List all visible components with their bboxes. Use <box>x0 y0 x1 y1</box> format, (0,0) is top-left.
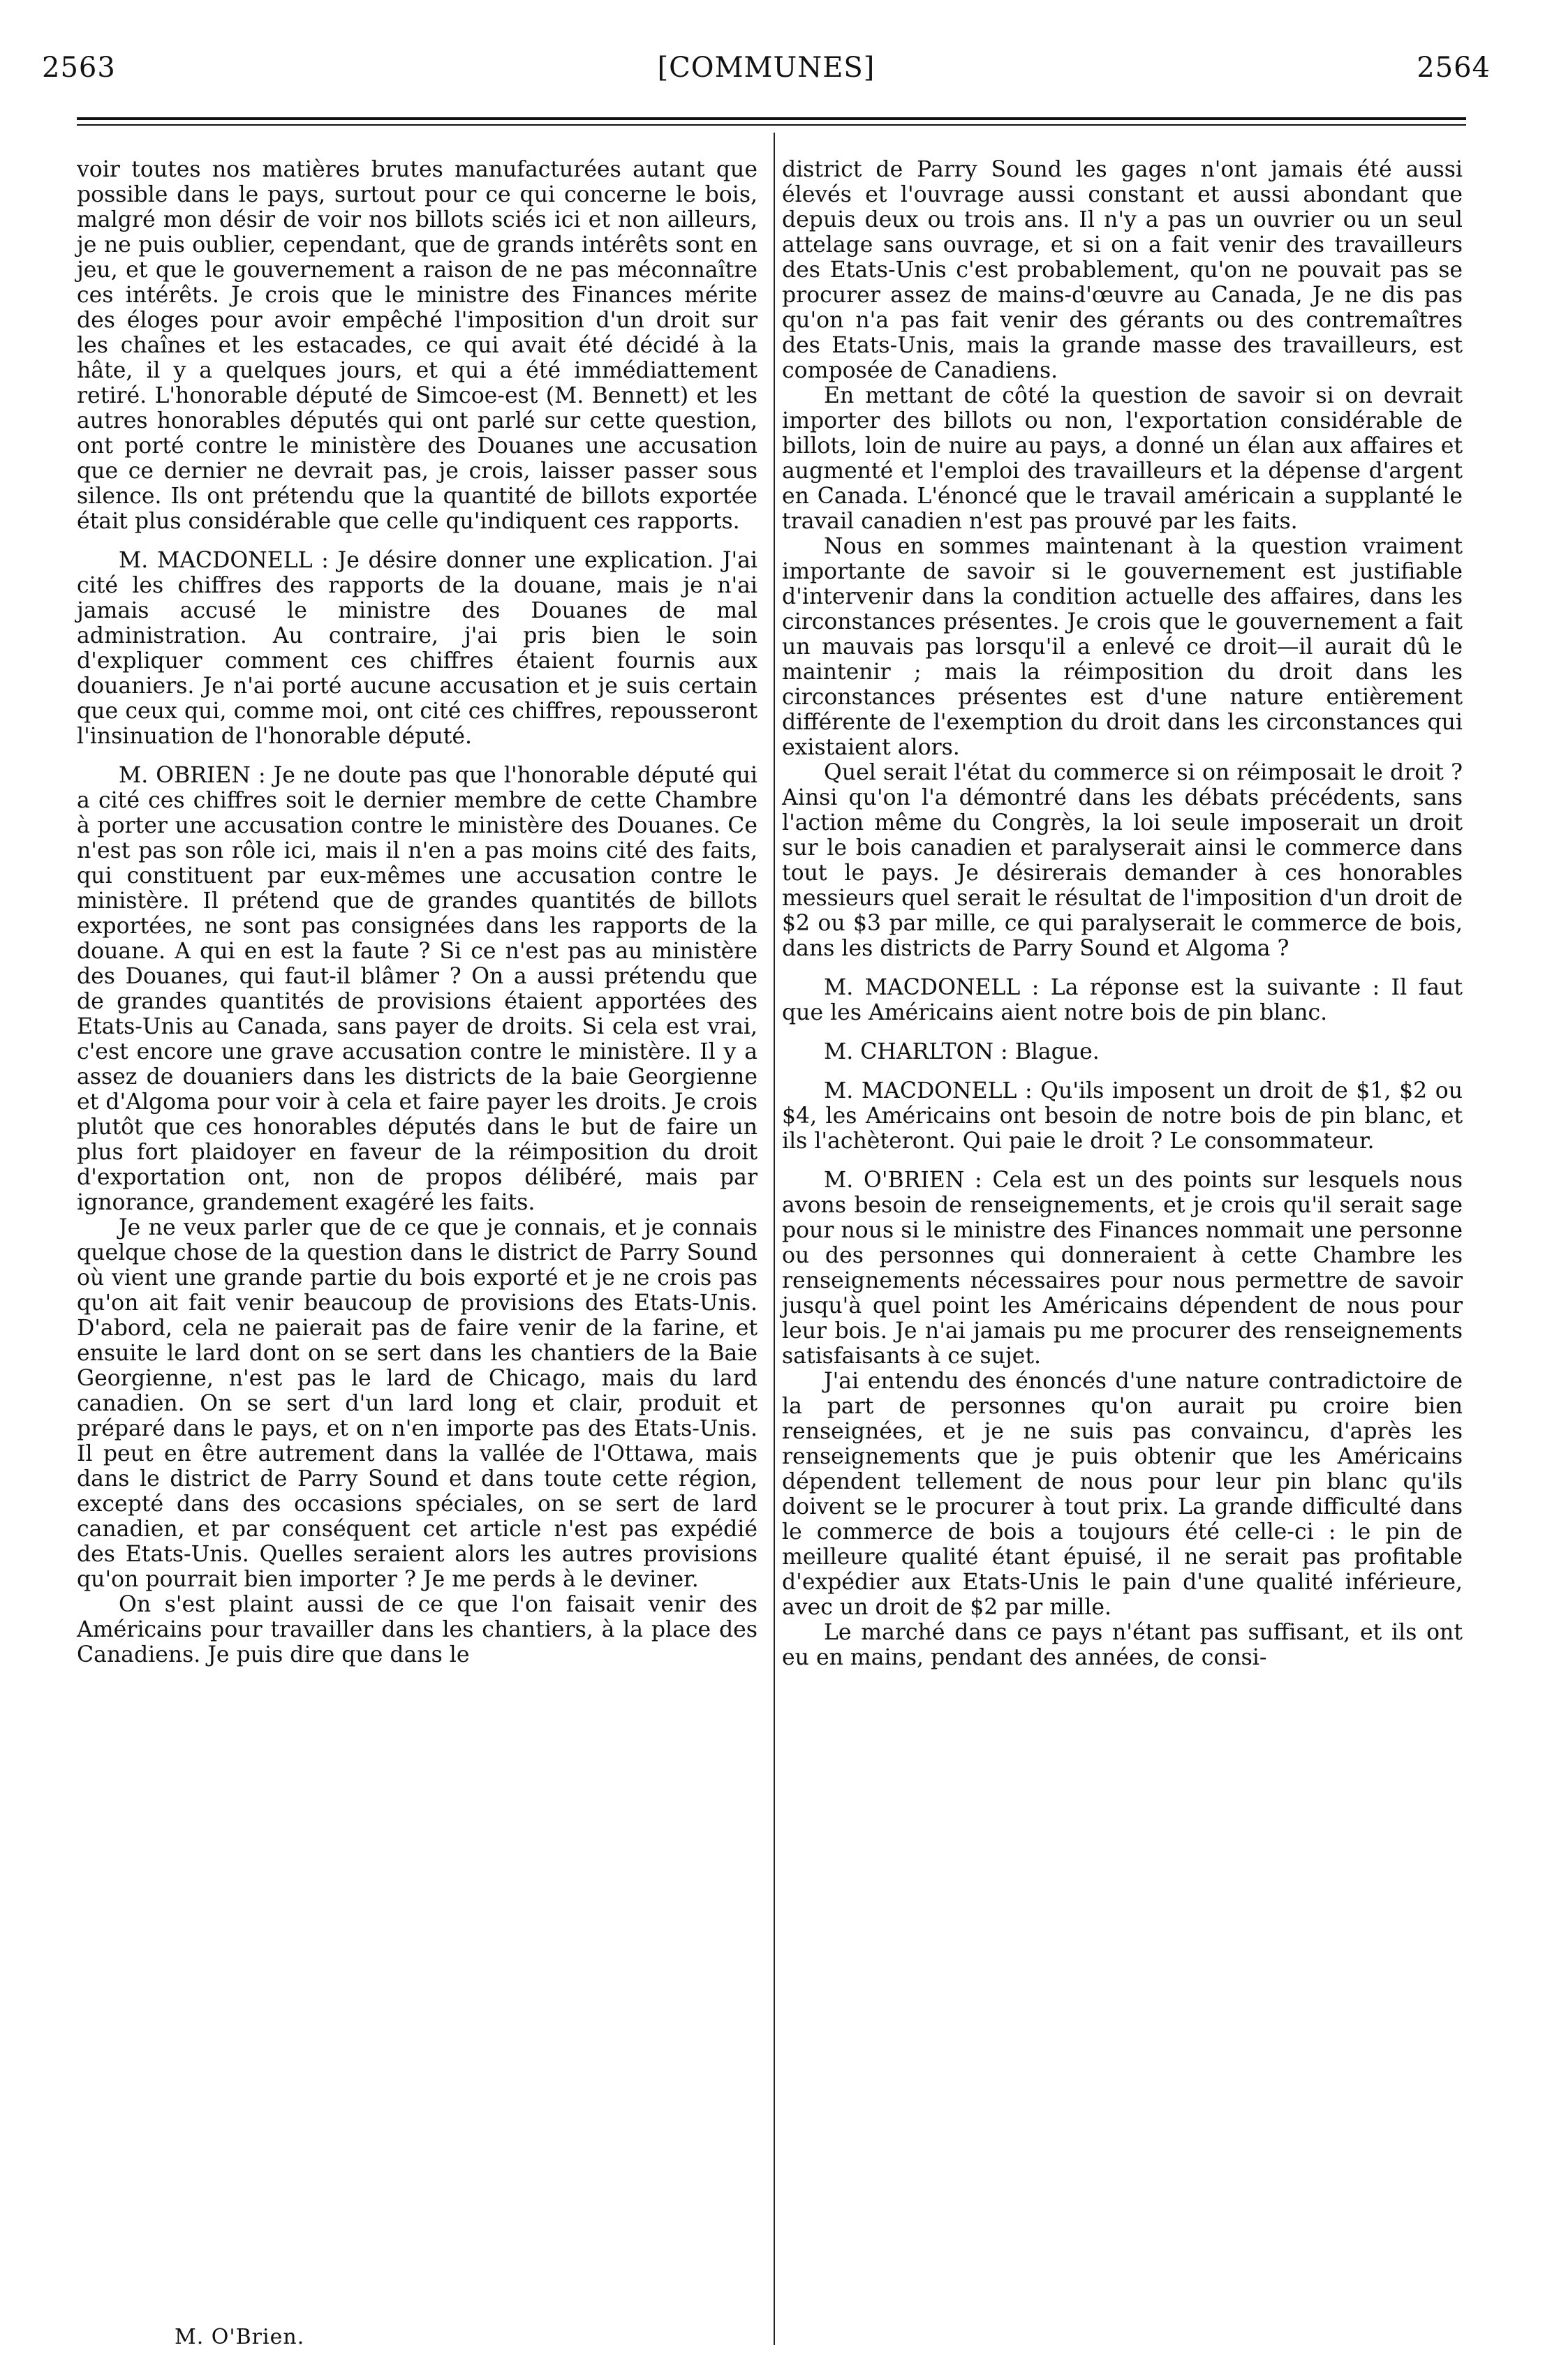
column-separator <box>774 133 775 2345</box>
paragraph: On s'est plaint aussi de ce que l'on faisait venir des Américains pour travailler dans les chantiers, à la place des Canadiens. Je puis dire que dans le <box>77 1592 757 1667</box>
paragraph: Nous en sommes maintenant à la question vraiment importante de savoir si le gouvernement est justifiable d'intervenir dans la condition actuelle des affaires, dans les circonstances présentes. Je crois que le gouvernement a fait un mauvais pas lorsqu'il a enlevé ce droit—il aurait dû le maintenir ; mais la réimposition du droit dans les circonstances présentes est d'une nature entièrement différente de l'exemption du droit dans les circonstances qui existaient alors. <box>782 534 1463 760</box>
speech-obrien: M. OBRIEN : Je ne doute pas que l'honorable député qui a cité ces chiffres soit le dernier membre de cette Chambre à porter une accusation contre le ministère des Douanes. Ce n'est pas son rôle ici, mais il n'en a pas moins cité des faits, qui constituent par eux-mêmes une accusation contre le ministère. Il prétend que de grandes quantités de billots exportées, ne sont pas consignées dans les rapports de la douane. A qui en est la faute ? Si ce n'est pas au ministère des Douanes, qui faut-il blâmer ? On a aussi prétendu que de grandes quantités de provisions étaient apportées des Etats-Unis au Canada, sans payer de droits. Si cela est vrai, c'est encore une grave accusation contre le ministère. Il y a assez de douaniers dans les districts de la baie Georgienne et d'Algoma pour voir à cela et faire payer les droits. Je crois plutôt que ces honorables députés dans le but de faire un plus fort plaidoyer en faveur de la réimposition du droit d'exportation ont, non de propos délibéré, mais par ignorance, grandement exagéré les faits. <box>77 763 757 1215</box>
page-header <box>42 52 1491 94</box>
paragraph: district de Parry Sound les gages n'ont jamais été aussi élevés et l'ouvrage aussi constant et aussi abondant que depuis deux ou trois ans. Il n'y a pas un ouvrier ou un seul attelage sans ouvrage, et si on a fait venir des travailleurs des Etats-Unis c'est probablement, qu'on ne pouvait pas se procurer assez de mains-d'œuvre au Canada, Je ne dis pas qu'on n'a pas fait venir des gérants ou des contremaîtres des Etats-Unis, mais la grande masse des travailleurs, est composée de Canadiens. <box>782 157 1463 383</box>
speech-obrien: M. O'BRIEN : Cela est un des points sur lesquels nous avons besoin de renseignements, et je crois qu'il serait sage pour nous si le ministre des Finances nommait une personne ou des personnes qui donneraient à cette Chambre les renseignements nécessaires pour nous permettre de savoir jusqu'à quel point les Américains dépendent de nous pour leur bois. Je n'ai jamais pu me procurer des renseignements satisfaisants à ce sujet. <box>782 1168 1463 1369</box>
speech-charlton: M. CHARLTON : Blague. <box>824 1039 1100 1064</box>
paragraph: Le marché dans ce pays n'étant pas suffisant, et ils ont eu en mains, pendant des années, de consi- <box>782 1620 1463 1670</box>
speech-macdonell: M. MACDONELL : Je désire donner une explication. J'ai cité les chiffres des rapports de la douane, mais je n'ai jamais accusé le ministre des Douanes de mal administration. Au contraire, j'ai pris bien le soin d'expliquer comment ces chiffres étaient fournis aux douaniers. Je n'ai porté aucune accusation et je suis certain que ceux qui, comme moi, ont cité ces chiffres, repousseront l'insinuation de l'honorable député. <box>77 548 757 749</box>
right-column <box>782 157 1463 1670</box>
footer-speaker: M. O'Brien. <box>175 2325 305 2349</box>
paragraph: voir toutes nos matières brutes manufacturées autant que possible dans le pays, surtout pour ce qui concerne le bois, malgré mon désir de voir nos billots sciés ici et non ailleurs, je ne puis oublier, cependant, que de grands intérêts sont en jeu, et que le gouvernement a raison de ne pas méconnaître ces intérêts. Je crois que le ministre des Finances mérite des éloges pour avoir empêché l'imposition d'un droit sur les chaînes et les estacades, ce qui avait été décidé à la hâte, il y a quelques jours, et qui a été immédiattement retiré. L'honorable député de Simcoe-est (M. Bennett) et les autres honorables députés qui ont parlé sur cette question, ont porté contre le ministère des Douanes une accusation que ce dernier ne devrait pas, je crois, laisser passer sous silence. Ils ont prétendu que la quantité de billots exportée était plus considérable que celle qu'indiquent ces rapports. <box>77 157 757 534</box>
paragraph: J'ai entendu des énoncés d'une nature contradictoire de la part de personnes qu'on aurait pu croire bien renseignées, et je ne suis pas convaincu, d'après les renseignements que je puis obtenir que les Américains dépendent tellement de nous pour leur pin blanc qu'ils doivent se le procurer à tout prix. La grande difficulté dans le commerce de bois a toujours été celle-ci : le pin de meilleure qualité étant épuisé, il ne serait pas profitable d'expédier aux Etats-Unis le pain d'une qualité inférieure, avec un droit de $2 par mille. <box>782 1369 1463 1620</box>
speech-macdonell: M. MACDONELL : Qu'ils imposent un droit de $1, $2 ou $4, les Américains ont besoin de notre bois de pin blanc, et ils l'achèteront. Qui paie le droit ? Le consommateur. <box>782 1078 1463 1154</box>
paragraph: Quel serait l'état du commerce si on réimposait le droit ? Ainsi qu'on l'a démontré dans les débats précédents, sans l'action même du Congrès, la loi seule imposerait un droit sur le bois canadien et paralyserait ainsi le commerce dans tout le pays. Je désirerais demander à ces honorables messieurs quel serait le résultat de l'imposition d'un droit de $2 ou $3 par mille, ce qui paralyserait le commerce de bois, dans les districts de Parry Sound et Algoma ? <box>782 760 1463 961</box>
paragraph: Je ne veux parler que de ce que je connais, et je connais quelque chose de la question dans le district de Parry Sound où vient une grande partie du bois exporté et je ne crois pas qu'on ait fait venir beaucoup de provisions des Etats-Unis. D'abord, cela ne paierait pas de faire venir de la farine, et ensuite le lard dont on se sert dans les chantiers de la Baie Georgienne, n'est pas le lard de Chicago, mais du lard canadien. On se sert d'un lard long et clair, produit et préparé dans le pays, et on n'en importe pas des Etats-Unis. Il peut en être autrement dans la vallée de l'Ottawa, mais dans le district de Parry Sound et dans toute cette région, excepté dans des occasions spéciales, on se sert de lard canadien, et par conséquent cet article n'est pas expédié des Etats-Unis. Quelles seraient alors les autres provisions qu'on pourrait bien importer ? Je me perds à le deviner. <box>77 1215 757 1592</box>
left-column <box>77 157 757 1667</box>
header-rule-thick <box>77 117 1466 120</box>
page-title: [COMMUNES] <box>657 52 875 84</box>
paragraph: En mettant de côté la question de savoir si on devrait importer des billots ou non, l'exportation considérable de billots, loin de nuire au pays, a donné un élan aux affaires et augmenté et l'emploi des travailleurs et la dépense d'argent en Canada. L'énoncé que le travail américain a supplanté le travail canadien n'est pas prouvé par les faits. <box>782 383 1463 534</box>
page-number-left: 2563 <box>42 52 116 84</box>
header-rule-thin <box>77 124 1466 126</box>
page-number-right: 2564 <box>1417 52 1491 84</box>
speech-macdonell: M. MACDONELL : La réponse est la suivante : Il faut que les Américains aient notre bois de pin blanc. <box>782 975 1463 1025</box>
